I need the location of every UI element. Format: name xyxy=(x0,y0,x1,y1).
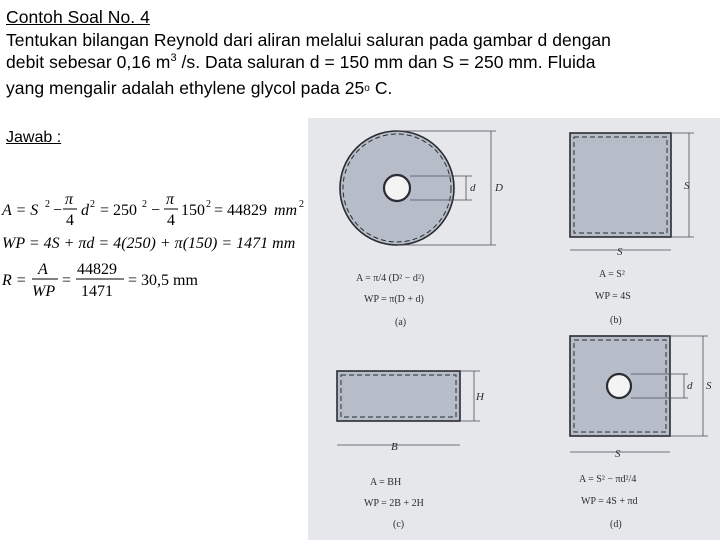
degree-mark: o xyxy=(364,82,370,94)
eq1-s-exponent: 2 xyxy=(45,199,50,210)
panel-d-S-side-label: S xyxy=(706,380,712,392)
square-outline xyxy=(570,133,671,237)
panel-c-wp-formula: WP = 2B + 2H xyxy=(364,498,424,509)
panel-c-area-formula: A = BH xyxy=(370,477,402,488)
channel-cross-section-figure xyxy=(308,118,720,540)
panel-d-S-bottom-label: S xyxy=(615,448,621,460)
eq1-pi: π xyxy=(65,191,74,208)
panel-c-caption: (c) xyxy=(393,519,405,530)
square-d-hole xyxy=(607,374,631,398)
eq1-250-exponent: 2 xyxy=(142,199,147,210)
panel-a-caption: (a) xyxy=(395,317,407,328)
wetted-perimeter-equation: WP = 4S + πd = 4(250) + π(150) = 1471 mm xyxy=(2,235,296,252)
problem-line-3-a: yang mengalir adalah ethylene glycol pada 25 xyxy=(6,77,365,98)
panel-b-wp-formula: WP = 4S xyxy=(595,291,631,302)
eq1-four-2: 4 xyxy=(167,212,175,229)
eq3-lhs: R = xyxy=(2,272,27,289)
eq3-denominator-value: 1471 xyxy=(81,283,113,300)
eq1-minus: − xyxy=(53,202,63,219)
eq1-lhs: A = S xyxy=(2,202,39,219)
figure-svg xyxy=(308,118,720,540)
panel-b-S-side-label: S xyxy=(684,180,690,192)
problem-line-3 xyxy=(6,77,714,104)
eq1-unit-exponent: 2 xyxy=(299,199,304,210)
eq1-250: = 250 xyxy=(100,202,138,219)
inner-circle xyxy=(384,175,410,201)
panel-a-D-label: D xyxy=(495,182,503,194)
eq1-d: d xyxy=(81,202,89,219)
panel-b-caption: (b) xyxy=(610,315,622,326)
hydraulic-radius-equation xyxy=(1,261,198,300)
panel-d-caption: (d) xyxy=(610,519,622,530)
panel-d-area-formula: A = S² − πd²/4 xyxy=(579,474,637,485)
panel-c-H-label: H xyxy=(476,391,484,403)
eq1-150: 150 xyxy=(181,202,205,219)
eq3-denominator-wp: WP xyxy=(32,283,56,300)
panel-a-d-label: d xyxy=(470,182,476,194)
problem-statement xyxy=(6,6,714,103)
equations-svg xyxy=(0,180,310,300)
answer-label: Jawab : xyxy=(6,129,62,146)
panel-a-area-formula: A = π/4 (D² − d²) xyxy=(356,273,425,284)
panel-a-wp-formula: WP = π(D + d) xyxy=(364,294,424,305)
panel-d-d-label: d xyxy=(687,380,693,392)
problem-line-2-b: /s. Data saluran d = 150 mm dan S = 250 mm. Fluida xyxy=(176,52,596,72)
cubic-exponent: 3 xyxy=(170,52,177,64)
problem-line-2 xyxy=(6,51,714,77)
eq1-four: 4 xyxy=(66,212,74,229)
eq3-result: = 30,5 mm xyxy=(128,272,198,289)
eq1-pi-2: π xyxy=(166,191,175,208)
panel-b-S-bottom-label: S xyxy=(617,246,623,258)
eq1-result: = 44829 xyxy=(214,202,268,219)
area-equation xyxy=(1,191,304,229)
eq1-d-exponent: 2 xyxy=(90,199,95,210)
eq1-minus-2: − xyxy=(151,202,161,219)
eq3-numerator-a: A xyxy=(38,261,48,278)
eq1-unit: mm xyxy=(274,202,298,219)
eq3-numerator-value: 44829 xyxy=(77,261,117,278)
problem-line-3-b: C. xyxy=(369,77,393,98)
panel-c-B-label: B xyxy=(391,441,398,453)
problem-line-2-a: debit sebesar 0,16 m xyxy=(6,52,171,72)
problem-line-1: Tentukan bilangan Reynold dari aliran melalui saluran pada gambar d dengan xyxy=(6,29,611,50)
panel-d-wp-formula: WP = 4S + πd xyxy=(581,496,638,507)
panel-b-area-formula: A = S² xyxy=(599,269,625,280)
eq3-equals: = xyxy=(62,272,72,289)
eq1-150-exponent: 2 xyxy=(206,199,211,210)
problem-title: Contoh Soal No. 4 xyxy=(6,7,150,27)
solution-equations xyxy=(0,180,310,305)
rectangle-outline xyxy=(337,371,460,421)
